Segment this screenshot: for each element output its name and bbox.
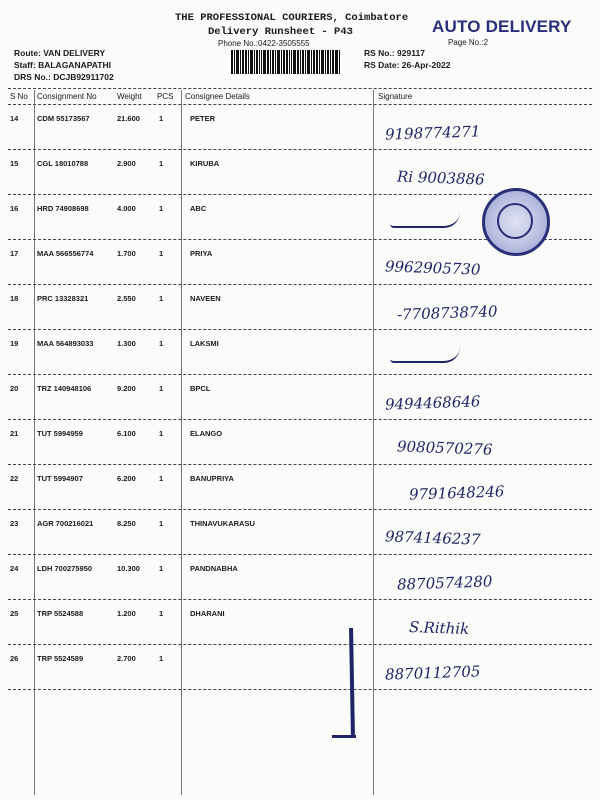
cell-consignee: KIRUBA	[190, 159, 220, 168]
cell-weight: 6.200	[117, 474, 136, 483]
cell-sno: 25	[10, 609, 19, 618]
cell-consignee: ELANGO	[190, 429, 223, 438]
cell-weight: 6.100	[117, 429, 136, 438]
col-signature-header: Signature	[378, 92, 413, 101]
cell-consignment: CDM 55173567	[37, 114, 90, 123]
row-separator	[8, 509, 592, 510]
col-consignment-header: Consignment No	[37, 92, 97, 101]
phone-number: Phone No.:0422-3505555	[218, 39, 310, 48]
cell-consignee: THINAVUKARASU	[190, 519, 255, 528]
barcode	[231, 50, 351, 74]
cell-consignment: TUT 5994959	[37, 429, 83, 438]
cell-consignment: TRP 5524589	[37, 654, 84, 663]
row-separator	[8, 644, 592, 645]
cell-consignment: MAA 564893033	[37, 339, 94, 348]
cell-consignee: DHARANI	[190, 609, 225, 618]
cell-sno: 17	[10, 249, 19, 258]
handwritten-signature: 9874146237	[384, 527, 481, 549]
cell-consignee: ABC	[190, 204, 207, 213]
row-separator	[8, 554, 592, 555]
cell-sno: 16	[10, 204, 19, 213]
row-separator	[8, 284, 592, 285]
cell-sno: 21	[10, 429, 19, 438]
cell-consignee: PANDNABHA	[190, 564, 238, 573]
cell-pcs: 1	[159, 249, 164, 258]
handwritten-signature: 9080570276	[396, 437, 493, 459]
cell-weight: 1.300	[117, 339, 136, 348]
auto-delivery-stamp: AUTO DELIVERY	[432, 17, 572, 36]
pen-stroke	[332, 735, 356, 738]
cell-consignment: TUT 5994907	[37, 474, 83, 483]
rs-number: RS No.: 929117	[364, 48, 425, 58]
cell-weight: 21.600	[117, 114, 140, 123]
cell-sno: 20	[10, 384, 19, 393]
header-bottom-rule	[8, 104, 592, 105]
row-separator	[8, 149, 592, 150]
cell-consignment: TRZ 140948106	[37, 384, 92, 393]
handwritten-signature: -7708738740	[396, 302, 498, 324]
cell-consignee: LAKSMI	[190, 339, 219, 348]
cell-pcs: 1	[159, 294, 164, 303]
handwritten-signature: S.Rithik	[408, 617, 470, 639]
cell-pcs: 1	[159, 519, 164, 528]
row-separator	[8, 689, 592, 690]
staff-label: Staff: BALAGANAPATHI	[14, 60, 111, 70]
row-separator	[8, 374, 592, 375]
row-separator	[8, 329, 592, 330]
cell-weight: 1.700	[117, 249, 136, 258]
cell-pcs: 1	[159, 339, 164, 348]
cell-pcs: 1	[159, 384, 164, 393]
cell-pcs: 1	[159, 114, 164, 123]
handwritten-signature: 9494468646	[384, 392, 481, 414]
cell-weight: 2.550	[117, 294, 136, 303]
col-weight-header: Weight	[117, 92, 142, 101]
cell-consignment: CGL 18010788	[37, 159, 89, 168]
cell-sno: 14	[10, 114, 19, 123]
cell-consignee: NAVEEN	[190, 294, 221, 303]
cell-consignment: PRC 13328321	[37, 294, 89, 303]
cell-consignment: AGR 700216021	[37, 519, 94, 528]
cell-consignee: BPCL	[190, 384, 211, 393]
cell-pcs: 1	[159, 654, 164, 663]
cell-pcs: 1	[159, 159, 164, 168]
cell-pcs: 1	[159, 474, 164, 483]
page-number: Page No.:2	[448, 38, 489, 47]
company-name: THE PROFESSIONAL COURIERS, Coimbatore	[175, 12, 409, 24]
cell-pcs: 1	[159, 609, 164, 618]
cell-consignee: PETER	[190, 114, 216, 123]
cell-consignee: PRIYA	[190, 249, 213, 258]
cell-sno: 26	[10, 654, 19, 663]
row-separator	[8, 464, 592, 465]
cell-sno: 15	[10, 159, 19, 168]
row-separator	[8, 419, 592, 420]
handwritten-signature: 9198774271	[384, 122, 481, 144]
cell-weight: 2.900	[117, 159, 136, 168]
col-consignee-header: Consignee Details	[185, 92, 250, 101]
handwritten-signature: 9962905730	[384, 257, 481, 279]
drs-number: DRS No.: DCJB92911702	[14, 72, 114, 82]
cell-consignment: MAA 566556774	[37, 249, 94, 258]
document-title: Delivery Runsheet - P43	[208, 26, 353, 38]
handwritten-signature: Ri 9003886	[396, 167, 485, 189]
col-sno-header: S No	[10, 92, 28, 101]
cell-sno: 18	[10, 294, 19, 303]
col-pcs-header: PCS	[157, 92, 174, 101]
cell-sno: 19	[10, 339, 19, 348]
cell-consignment: LDH 700275950	[37, 564, 93, 573]
cell-weight: 10.300	[117, 564, 140, 573]
signature-scribble	[390, 212, 460, 228]
cell-sno: 23	[10, 519, 19, 528]
cell-consignment: TRP 5524588	[37, 609, 84, 618]
cell-sno: 22	[10, 474, 19, 483]
cell-weight: 4.000	[117, 204, 136, 213]
cell-pcs: 1	[159, 204, 164, 213]
route-label: Route: VAN DELIVERY	[14, 48, 106, 58]
row-separator	[8, 599, 592, 600]
company-seal	[482, 188, 550, 256]
handwritten-signature: 8870574280	[396, 572, 493, 594]
cell-consignment: HRD 74908698	[37, 204, 89, 213]
cell-sno: 24	[10, 564, 19, 573]
handwritten-signature: 9791648246	[408, 482, 505, 504]
rs-date: RS Date: 26-Apr-2022	[364, 60, 451, 70]
cell-weight: 9.200	[117, 384, 136, 393]
cell-consignee: BANUPRIYA	[190, 474, 234, 483]
cell-weight: 1.200	[117, 609, 136, 618]
cell-pcs: 1	[159, 564, 164, 573]
handwritten-signature: 8870112705	[384, 662, 481, 684]
cell-pcs: 1	[159, 429, 164, 438]
cell-weight: 2.700	[117, 654, 136, 663]
signature-scribble	[390, 347, 460, 363]
cell-weight: 8.250	[117, 519, 136, 528]
header-top-rule	[8, 88, 592, 89]
